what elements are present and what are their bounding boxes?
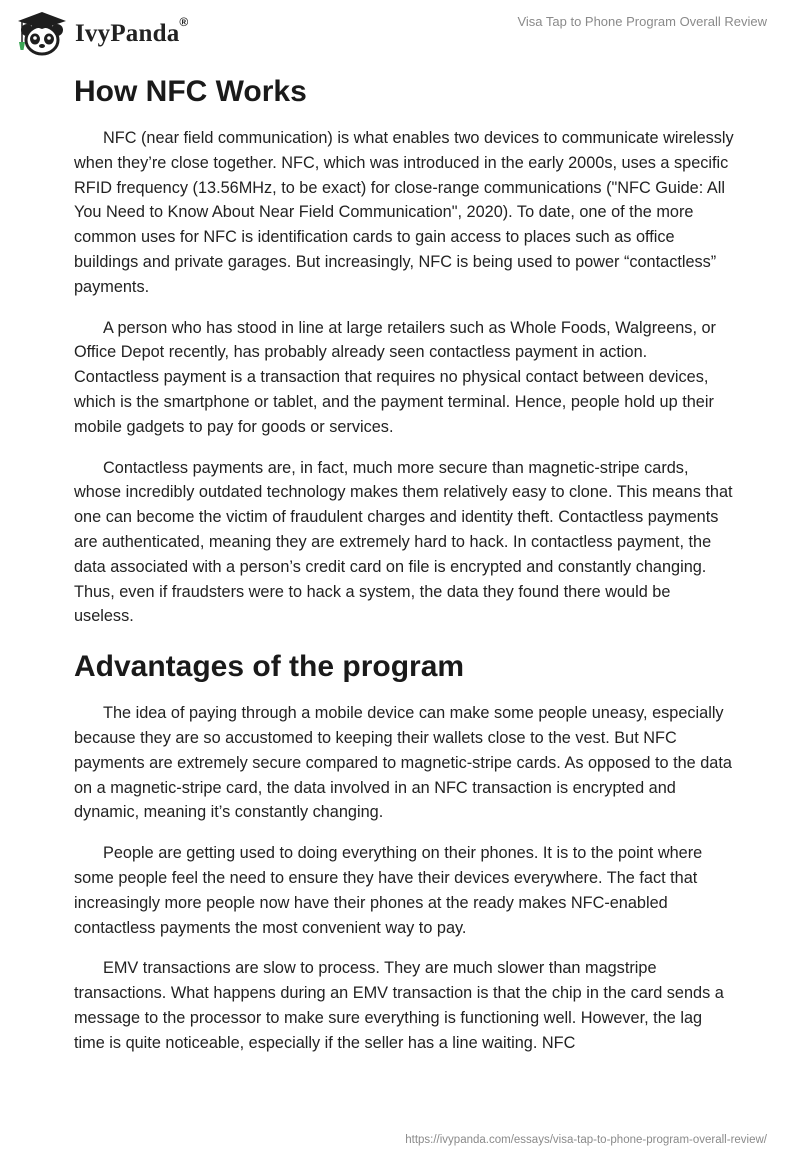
- paragraph: Contactless payments are, in fact, much more secure than magnetic-stripe cards, whose incredibly outdated technology makes them relatively easy to clone. This means that one can become the victim of fraudulent charges and identity theft. Contactless payments are authenticated, meaning they are extremely hard to hack. In contactless payment, the data associated with a person’s credit card on file is encrypted and constantly changing. Thus, even if fraudsters were to hack a system, the data they found there would be useless.: [74, 458, 733, 626]
- paragraph: NFC (near field communication) is what enables two devices to communicate wirelessly when they’re close together. NFC, which was introduced in the early 2000s, uses a specific RFID frequency (13.56MHz, to be exact) for close-range communications ("NFC Guide: All You Need to Know About Near Field Communication", 2020). To date, one of the more common uses for NFC is identification cards to gain access to places such as office buildings and private garages. But increasingly, NFC is being used to power “contactless” payments.: [74, 129, 734, 296]
- source-url[interactable]: https://ivypanda.com/essays/visa-tap-to-phone-program-overall-review/: [405, 1134, 767, 1146]
- brand-label: IvyPanda: [75, 20, 180, 47]
- essay-content: [74, 70, 734, 1072]
- paragraph: The idea of paying through a mobile device can make some people uneasy, especially because they are so accustomed to keeping their wallets close to the vest. But NFC payments are extremely secure compared to magnetic-stripe cards. As opposed to the data on a magnetic-stripe card, the data involved in an NFC transaction is encrypted and dynamic, meaning it’s constantly changing.: [74, 704, 732, 822]
- panda-graduate-icon: [14, 8, 70, 58]
- brand-name: [75, 14, 189, 48]
- ivypanda-logo[interactable]: [14, 8, 188, 58]
- page-header: [0, 0, 800, 70]
- paragraph: People are getting used to doing everything on their phones. It is to the point where some people feel the need to ensure they have their devices everywhere. The fact that increasingly more people now have their phones at the ready makes NFC-enabled contactless payments the most convenient way to pay.: [74, 844, 703, 937]
- section-heading-advantages: Advantages of the program: [74, 650, 465, 684]
- section-heading-how-nfc-works: How NFC Works: [74, 75, 307, 108]
- paragraph: EMV transactions are slow to process. They are much slower than magstripe transactions. What happens during an EMV transaction is that the chip in the card sends a message to the processor to make sure everything is functioning well. However, the lag time is quite noticeable, especially if the seller has a line waiting. NFC: [74, 959, 724, 1052]
- registered-mark: ®: [179, 14, 189, 29]
- running-title: Visa Tap to Phone Program Overall Review: [517, 14, 767, 29]
- paragraph: A person who has stood in line at large retailers such as Whole Foods, Walgreens, or Office Depot recently, has probably already seen contactless payment in action. Contactless payment is a transaction that requires no physical contact between devices, which is the smartphone or tablet, and the payment terminal. Hence, people hold up their mobile gadgets to pay for goods or services.: [74, 318, 716, 436]
